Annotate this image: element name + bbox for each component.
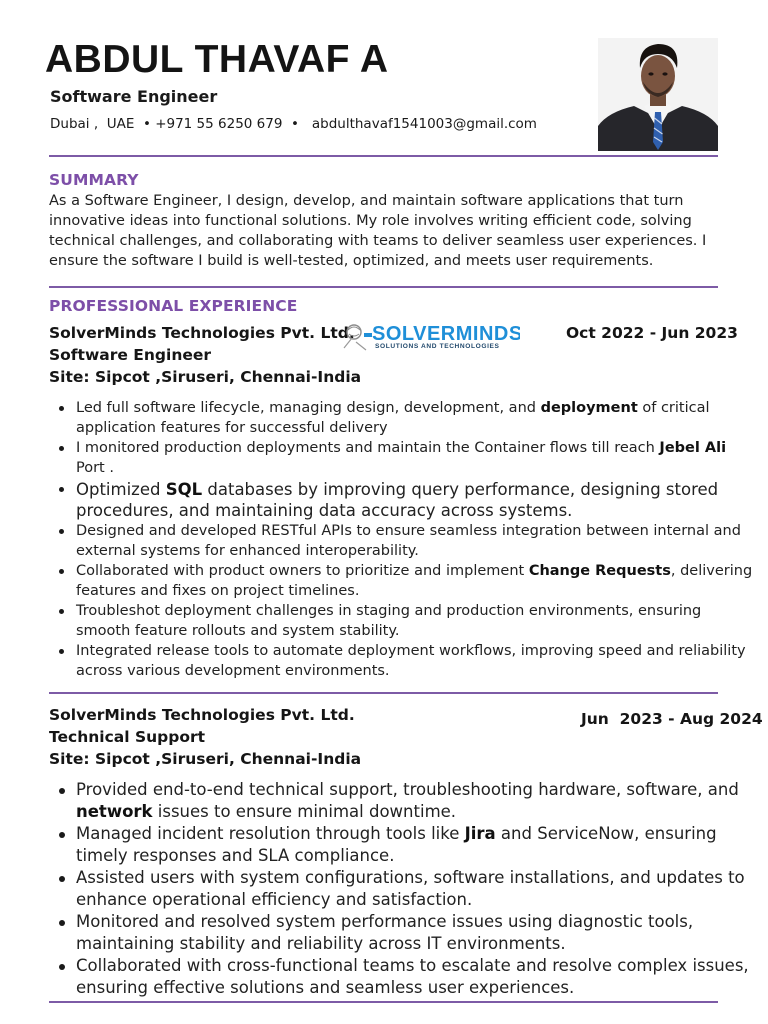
job-title: Software Engineer xyxy=(50,87,218,106)
summary-text: As a Software Engineer, I design, develop, and maintain software applications that turn innovative ideas into functional solutions. My role involves writing efficient code, solving technical challenges, and collaborating with teams to deliver seamless user experiences. I ensure the software I build is well-tested, optimized, and meets user requirements. xyxy=(49,193,707,269)
job-2-bullet: Provided end-to-end technical support, troubleshooting hardware, software, and network issues to ensure minimal downtime. xyxy=(49,779,754,823)
job-2-bullet: Collaborated with cross-functional teams to escalate and resolve complex issues, ensuring effective solutions and seamless user experiences. xyxy=(49,955,754,999)
job-1-bullet: I monitored production deployments and maintain the Container flows till reach Jebel Ali Port . xyxy=(49,438,754,478)
job-2-company: SolverMinds Technologies Pvt. Ltd. xyxy=(49,706,355,724)
job-2-role: Technical Support xyxy=(49,728,206,746)
job-1-bullet: Designed and developed RESTful APIs to ensure seamless integration between internal and external systems for enhanced interoperability. xyxy=(49,521,754,561)
logo-tagline: SOLUTIONS AND TECHNOLOGIES xyxy=(375,343,500,350)
job-1-company: SolverMinds Technologies Pvt. Ltd. xyxy=(49,324,355,342)
profile-photo xyxy=(598,38,718,151)
solverminds-logo-graphic xyxy=(342,320,520,352)
profile-photo-portrait xyxy=(598,38,718,151)
job-1-bullet: Led full software lifecycle, managing design, development, and deployment of critical application features for successful delivery xyxy=(49,398,754,438)
contact-line: Dubai , UAE • +971 55 6250 679 • abdulthavaf1541003@gmail.com xyxy=(50,116,537,132)
job-1-bullet: Integrated release tools to automate deployment workflows, improving speed and reliability across various development environments. xyxy=(49,641,754,681)
solverminds-logo xyxy=(342,320,520,352)
job-2-bullets xyxy=(49,779,754,999)
job-1-bullet: Optimized SQL databases by improving query performance, designing stored procedures, and maintaining data accuracy across systems. xyxy=(49,479,754,521)
summary-divider xyxy=(49,286,718,288)
job-1-role: Software Engineer xyxy=(49,346,212,364)
footer-divider xyxy=(49,1001,718,1003)
header-divider xyxy=(49,155,718,157)
job-2-bullet: Monitored and resolved system performance issues using diagnostic tools, maintaining stability and reliability across IT environments. xyxy=(49,911,754,955)
job-1-bullet: Collaborated with product owners to prioritize and implement Change Requests, delivering features and fixes on project timelines. xyxy=(49,561,754,601)
logo-wordmark: SOLVERMINDS xyxy=(372,323,520,345)
job-2-site: Site: Sipcot ,Siruseri, Chennai-India xyxy=(49,750,362,768)
job-divider xyxy=(49,692,718,694)
job-2-dates: Jun 2023 - Aug 2024 xyxy=(581,710,763,728)
experience-heading: PROFESSIONAL EXPERIENCE xyxy=(49,297,298,315)
job-1-dates: Oct 2022 - Jun 2023 xyxy=(566,324,738,342)
job-1-site: Site: Sipcot ,Siruseri, Chennai-India xyxy=(49,368,362,386)
candidate-name: ABDUL THAVAF A xyxy=(45,38,389,81)
job-2-bullet: Assisted users with system configurations, software installations, and updates to enhance operational efficiency and satisfaction. xyxy=(49,867,754,911)
job-1-bullets xyxy=(49,398,754,681)
job-2-bullet: Managed incident resolution through tools like Jira and ServiceNow, ensuring timely responses and SLA compliance. xyxy=(49,823,754,867)
job-1-bullet: Troubleshot deployment challenges in staging and production environments, ensuring smooth feature rollouts and system stability. xyxy=(49,601,754,641)
summary-heading: SUMMARY xyxy=(49,171,139,189)
